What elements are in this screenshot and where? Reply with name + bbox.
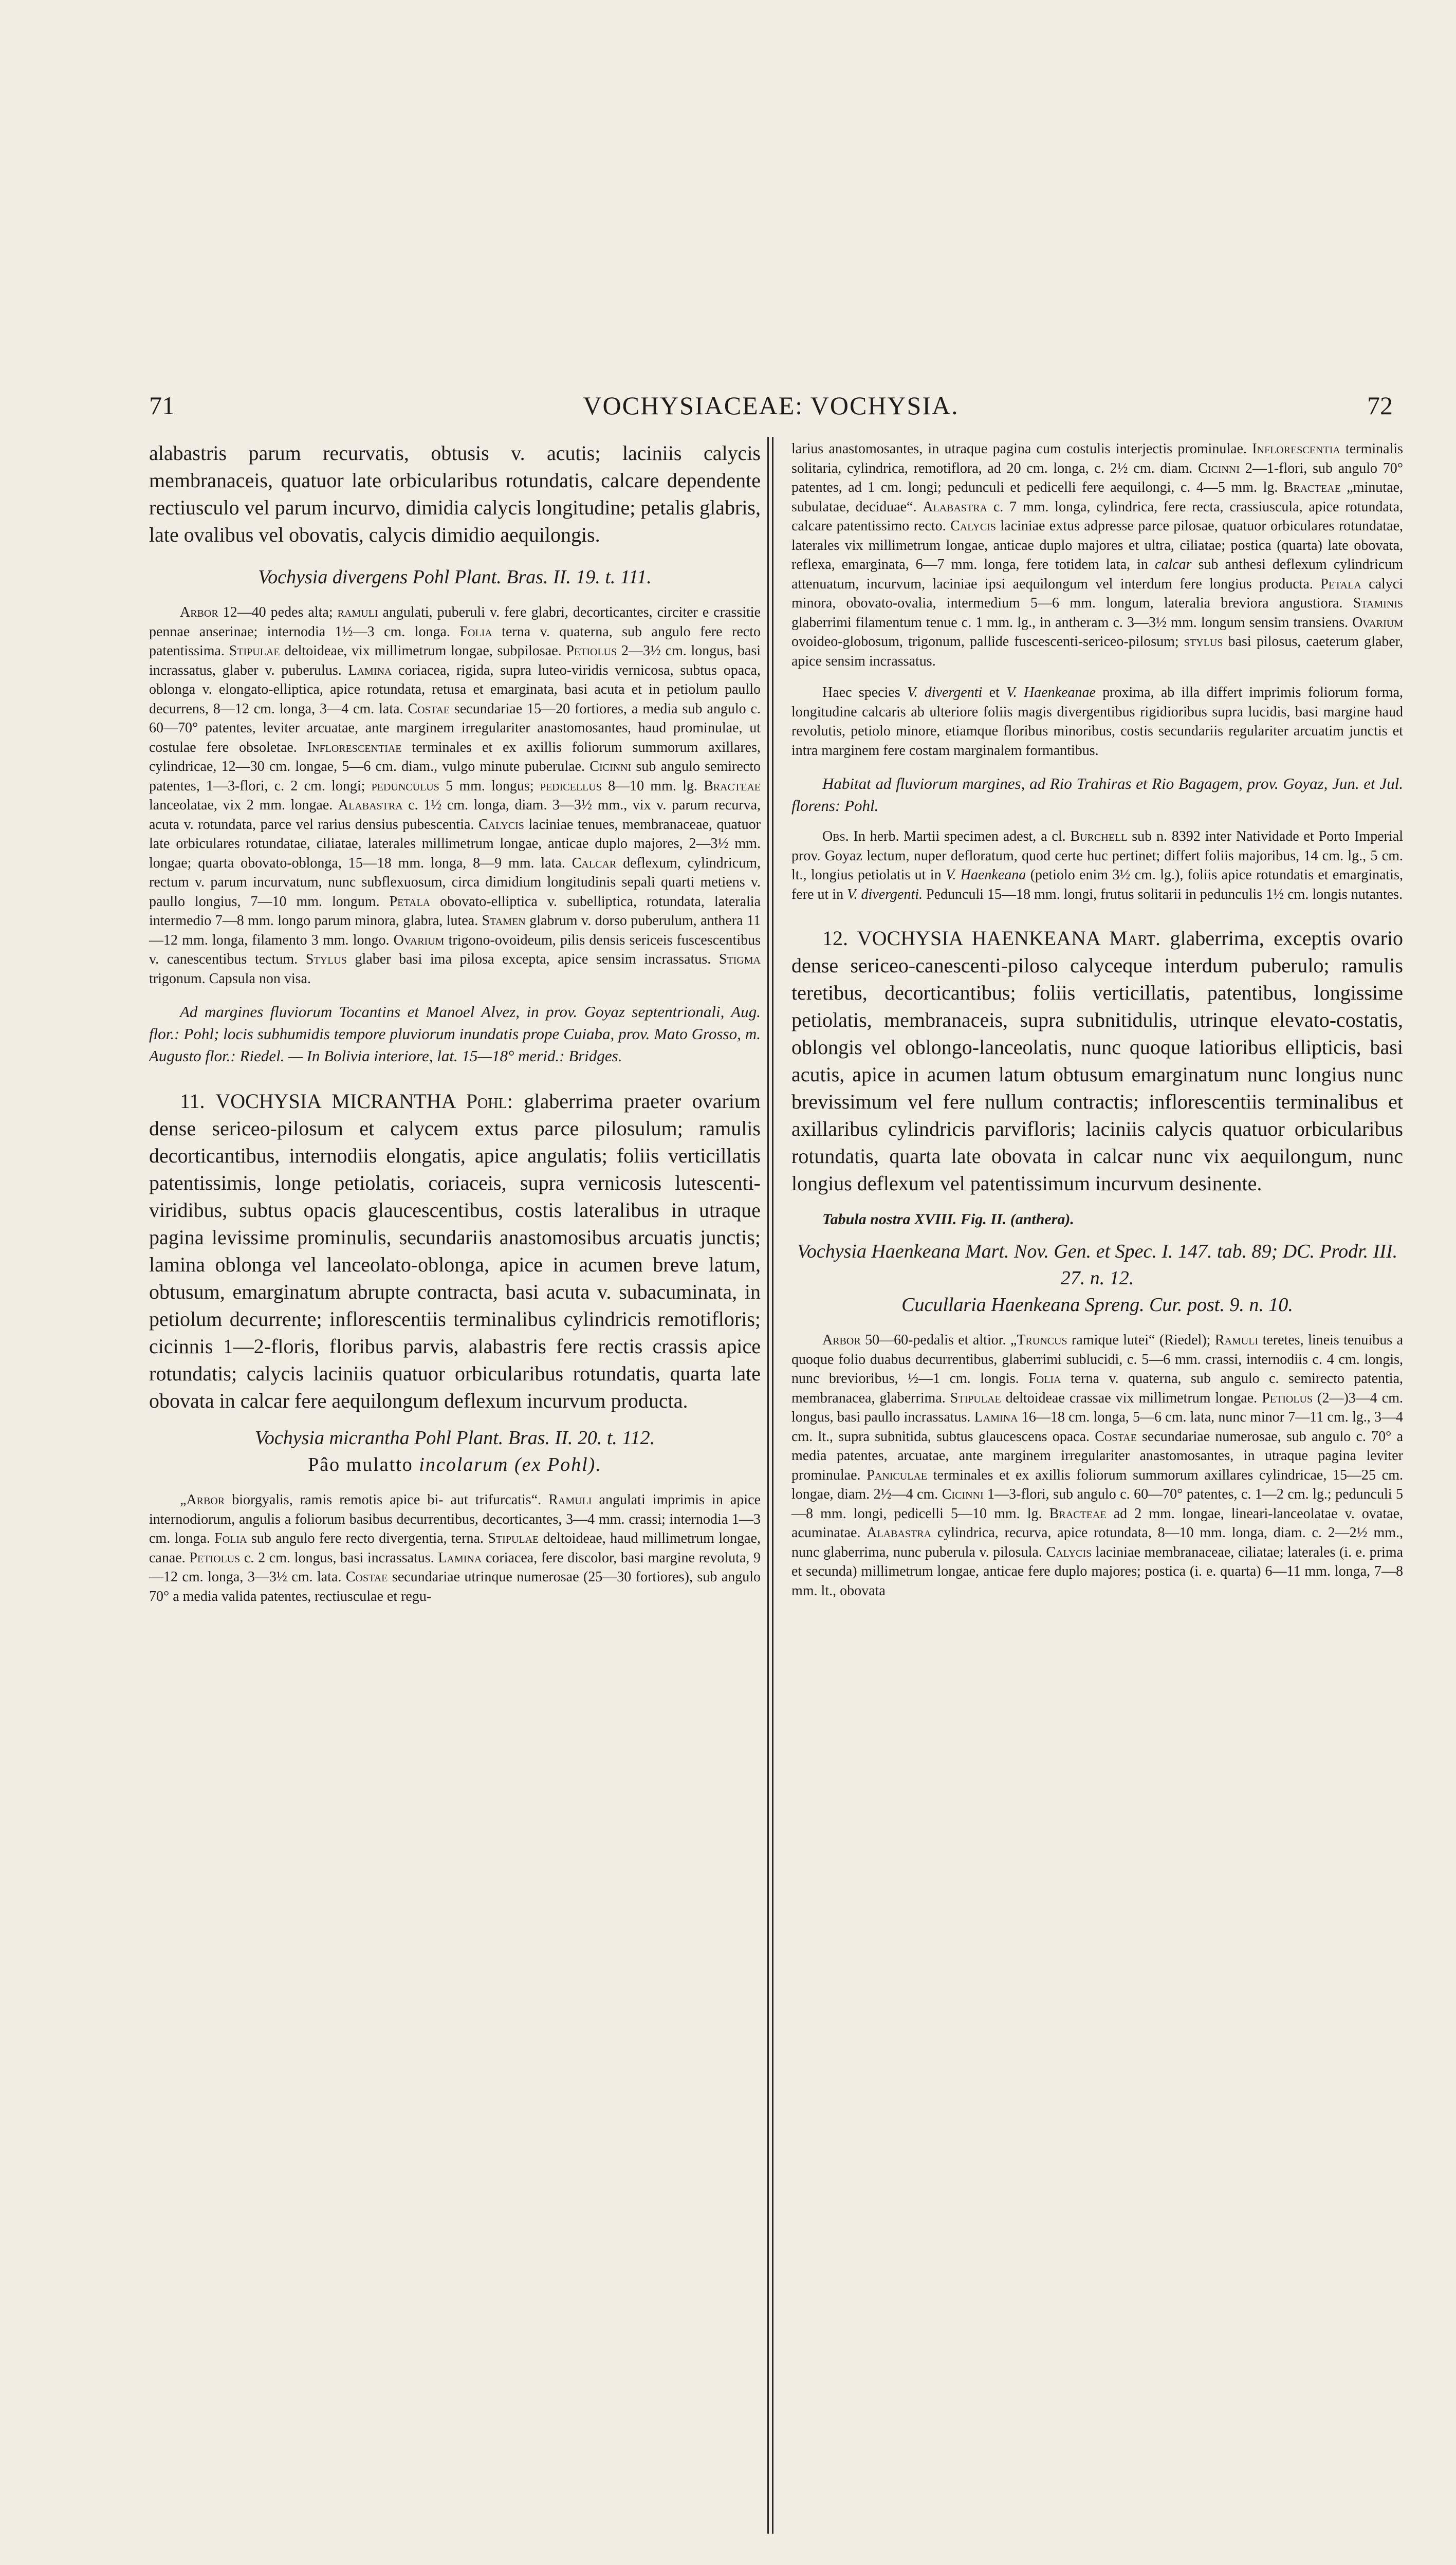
micrantha-observation: Obs. In herb. Martii specimen adest, a cl. Burchell sub n. 8392 inter Natividade et Porto Imperial prov. Goyaz lectum, nuper defloratum, quod certe huc pertinet; differt foliis majoribus, 14 cm. lg., 5 cm. lt., longius petiolatis ut in V. Haenkeana (petiolo enim 3½ cm. lg.), foliis apice rotundatis et emarginatis, fere ut in V. divergenti. Pedunculi 15—18 mm. longi, frutus solitarii in pedunculis 1½ cm. longis nutantes. (791, 828, 1403, 902)
divergens-citation: Vochysia divergens Pohl Plant. Bras. II. 19. t. 111. (258, 566, 652, 588)
micrantha-heading: 11. VOCHYSIA MICRANTHA (180, 1090, 455, 1113)
column-divider (767, 437, 773, 2534)
running-title: VOCHYSIACEAE: VOCHYSIA. (583, 391, 959, 420)
micrantha-note: Haec species V. divergenti et V. Haenkeanae proxima, ab illa differt imprimis foliorum forma, longitudine calcaris ab ulteriore foliis magis divergentibus rigidioribus supra lucidis, basi margine haud revolutis, petiolo minore, etiamque floribus minoribus, costis secundariis regulariter arcuatim junctis et intra marginem fere costam marginalem formantibus. (791, 685, 1404, 759)
page-number-left: 71 (149, 391, 175, 420)
haenkeana-tabula: Tabula nostra XVIII. Fig. II. (anthera). (822, 1211, 1074, 1228)
micrantha-description: „Arbor biorgyalis, ramis remotis apice bi- aut trifurcatis“. Ramuli angulati imprimis in apice internodiorum, angulis a foliorum basibus decurrentibus, decorticantes, 3—4 mm. crassi; internodia 1—3 cm. longa. Folia sub angulo fere recto divergentia, terna. Stipulae deltoideae, haud millimetrum longae, canae. Petiolus c. 2 cm. longus, basi incrassatus. Lamina coriacea, fere discolor, basi margine revoluta, 9—12 cm. longa, 3—3½ cm. lata. Costae secundariae utrinque numerosae (25—30 fortiores), sub angulo 70° a media valida patentes, rectiusculae et regu- (149, 1492, 761, 1604)
haenkeana-citation-2: Cucullaria Haenkeana Spreng. Cur. post. 9. n. 10. (901, 1294, 1293, 1316)
haenkeana-diagnosis: 12. VOCHYSIA HAENKEANA Mart. glaberrima, exceptis ovario dense sericeo-canescenti-piloso calyceque interdum puberulo; ramulis teretibus, decorticantibus; foliis verticillatis, patentibus, longissime petiolatis, membranaceis, supra subnitidulis, utrinque elevato-costatis, oblongis vel oblongo-lanceolatis, nunc quoque latioribus ellipticis, basi acutis, apice in acumen latum obtusum emarginatum nunc longius nunc brevissimum vel fere nullum contractis; inflorescentiis terminalibus et axillaribus cylindricis parvifloris; laciniis calycis quatuor orbicularibus rotundatis, quarta late obovata in calcar nunc vix aequilongum, nunc longius deflexum vel patentissimum incurvum desinente. (791, 927, 1403, 1195)
haenkeana-heading: 12. VOCHYSIA HAENKEANA (822, 927, 1100, 950)
left-column (149, 439, 761, 1606)
page-header (149, 391, 1393, 437)
divergens-habitat: Ad margines fluviorum Tocantins et Manoel Alvez, in prov. Goyaz septentrionali, Aug. flor.: Pohl; locis subhumidis tempore pluviorum inundatis prope Cuiaba, prov. Mato Grosso, m. Augusto flor.: Riedel. — In Bolivia interiore, lat. 15—18° merid.: Bridges. (149, 1003, 761, 1065)
intro-paragraph: alabastris parum recurvatis, obtusis v. acutis; laciniis calycis membranaceis, quatuor late orbicularibus rotundatis, calcare dependente rectiusculo vel parum incurvo, dimidia calycis longitudine; petalis glabris, late ovalibus vel obovatis, calycis dimidio aequilongis. (149, 441, 761, 546)
haenkeana-description: Arbor 50—60-pedalis et altior. „Truncus ramique lutei“ (Riedel); Ramuli teretes, lineis tenuibus a quoque folio duabus decurrentibus, glaberrimi sublucidi, c. 5—6 mm. crassi, internodiis c. 4 cm. longis, nunc brevioribus, ½—1 cm. longis. Folia terna v. quaterna, sub angulo c. semirecto patentia, membranacea, glaberrima. Stipulae deltoideae crassae vix millimetrum longae. Petiolus (2—)3—4 cm. longus, basi paullo incrassatus. Lamina 16—18 cm. longa, 5—6 cm. lata, nunc minor 7—11 cm. lg., 3—4 cm. lt., supra subnitida, subtus glaucescens opaca. Costae secundariae numerosae, sub angulo c. 70° a media patentes, arcuatae, ante marginem irregulariter anastomosantes, in utraque pagina leviter prominulae. Paniculae terminales et ex axillis foliorum summorum axillares cylindricae, 15—25 cm. longae, diam. 2½—4 cm. Cicinni 1—3-flori, sub angulo c. 60—70° patentes, c. 1—2 cm. lg.; pedunculi 5—8 mm. longi, pedicelli 5—10 mm. lg. Bracteae ad 2 mm. longae, lineari-lanceolatae v. ovatae, acuminatae. Alabastra cylindrica, recurva, apice rotundata, 8—10 mm. longa, diam. c. 2—2½ mm., nunc glaberrima, nunc puberula v. pilosula. Calycis laciniae membranaceae, ciliatae; laterales (i. e. prima et secunda) millimetrum longae, anticae fere duplo majores; postica (i. e. quarta) 6—11 mm. longa, 7—8 mm. lt., obovata (791, 1332, 1404, 1599)
haenkeana-citation-1: Vochysia Haenkeana Mart. Nov. Gen. et Spec. I. 147. tab. 89; DC. Prodr. III. 27. n. 12. (797, 1241, 1398, 1289)
divergens-description: Arbor 12—40 pedes alta; ramuli angulati, puberuli v. fere glabri, decorticantes, circiter e crassitie pennae anserinae; internodia 1½—3 cm. longa. Folia terna v. quaterna, sub angulo fere recto patentissima. Stipulae deltoideae, vix millimetrum longae, subpilosae. Petiolus 2—3½ cm. longus, basi incrassatus, glaber v. puberulus. Lamina coriacea, rigida, supra luteo-viridis vernicosa, subtus opaca, oblonga v. elongato-elliptica, apice rotundata, retusa et emarginata, basi acuta et in petiolum paullo decurrens, 8—12 cm. longa, 3—4 cm. lata. Costae secundariae 15—20 fortiores, a media sub angulo c. 60—70° patentes, leviter arcuatae, ante marginem irregulariter anastomosantes, haud prominulae, ut costulae fere obsoletae. Inflorescentiae terminales et ex axillis foliorum summorum axillares, cylindricae, 12—30 cm. longae, 5—6 cm. diam., vulgo minute puberulae. Cicinni sub angulo semirecto patentes, 1—3-flori, c. 2 cm. longi; pedunculus 5 mm. longus; pedicellus 8—10 mm. lg. Bracteae lanceolatae, vix 2 mm. longae. Alabastra c. 1½ cm. longa, diam. 3—3½ mm., vix v. parum recurva, acuta v. rotundata, parce vel rarius densius pubescentia. Calycis laciniae tenues, membranaceae, quatuor late orbiculares rotundatae, ciliatae, laterales millimetrum longae, anticae duplo majores, 2—3½ mm. longae; quarta obovato-oblonga, 15—18 mm. longa, 8—9 mm. lata. Calcar deflexum, cylindricum, rectum v. parum incurvatum, nunc subflexuosum, circa dimidium longitudinis sepali quarti metiens v. paullo longius, 7—10 mm. longum. Petala obovato-elliptica v. subelliptica, rotundata, lateralia intermedio 7—8 mm. longo parum minora, glabra, lutea. Stamen glabrum v. dorso puberulum, anthera 11—12 mm. longa, filamento 3 mm. longo. Ovarium trigono-ovoideum, pilis densis sericeis fuscescentibus v. canescentibus tectum. Stylus glaber basi ima pilosa excepta, apice sensim incrassatus. Stigma trigonum. Capsula non visa. (149, 604, 761, 987)
micrantha-common-name: Pâo mulatto incolarum (ex Pohl). (308, 1454, 602, 1475)
micrantha-diagnosis: 11. VOCHYSIA MICRANTHA Pohl: glaberrima praeter ovarium dense sericeo-pilosum et calycem extus parce pilosulum; ramulis decorticantibus, internodiis elongatis, apice angulatis; foliis verticillatis patentissimis, longe petiolatis, coriaceis, supra vernicosis lutescenti-viridibus, subtus opacis glaucescentibus, costis lateralibus in utraque pagina levissime prominulis, secundariis anastomosibus arcuatis junctis; lamina oblonga vel lanceolato-oblonga, apice in acumen breve latum, obtusum, emarginatum abrupte contracta, basi acuta v. subacuminata, in petiolum decurrente; inflorescentiis terminalibus cylindricis remotifloris; cicinnis 1—2-floris, floribus parvis, alabastris fere rectis crassis apice rotundatis; calycis laciniis quatuor orbicularibus rotundatis, quarta late obovata in calcar fere aequilongum deflexum incurvum producta. (149, 1090, 761, 1412)
micrantha-citation: Vochysia micrantha Pohl Plant. Bras. II. 20. t. 112. (254, 1427, 655, 1449)
micrantha-habitat: Habitat ad fluviorum margines, ad Rio Trahiras et Rio Bagagem, prov. Goyaz, Jun. et Jul. florens: Pohl. (791, 774, 1403, 815)
page-number-right: 72 (1367, 391, 1393, 420)
micrantha-description-continued: larius anastomosantes, in utraque pagina cum costulis interjectis prominulae. Inflorescentia terminalis solitaria, cylindrica, remotiflora, ad 20 cm. longa, c. 2½ cm. diam. Cicinni 2—1-flori, sub angulo 70° patentes, ad 1 cm. longi; pedunculi et pedicelli fere aequilongi, c. 4—5 mm. lg. Bracteae „minutae, subulatae, deciduae“. Alabastra c. 7 mm. longa, cylindrica, fere recta, crassiuscula, apice rotundata, calcare patentissimo recto. Calycis laciniae extus adpresse parce pilosae, quatuor orbiculares rotundatae, laterales vix millimetrum longae, anticae duplo majores et ultra, ciliatae; postica (quarta) late obovata, reflexa, emarginata, 6—7 mm. longa, fere totidem lata, in calcar sub anthesi deflexum cylindricum attenuatum, incurvum, laciniae ipsi aequilongum vel interdum fere longius producta. Petala calyci minora, obovato-ovalia, intermedium 5—6 mm. longum, lateralia breviora angustiora. Staminis glaberrimi filamentum tenue c. 1 mm. lg., in antheram c. 3—3½ mm. longum sensim transiens. Ovarium ovoideo-globosum, trigonum, pallide fuscescenti-sericeo-pilosum; stylus basi pilosus, caeterum glaber, apice sensim incrassatus. (791, 441, 1404, 669)
right-column (791, 439, 1403, 1600)
